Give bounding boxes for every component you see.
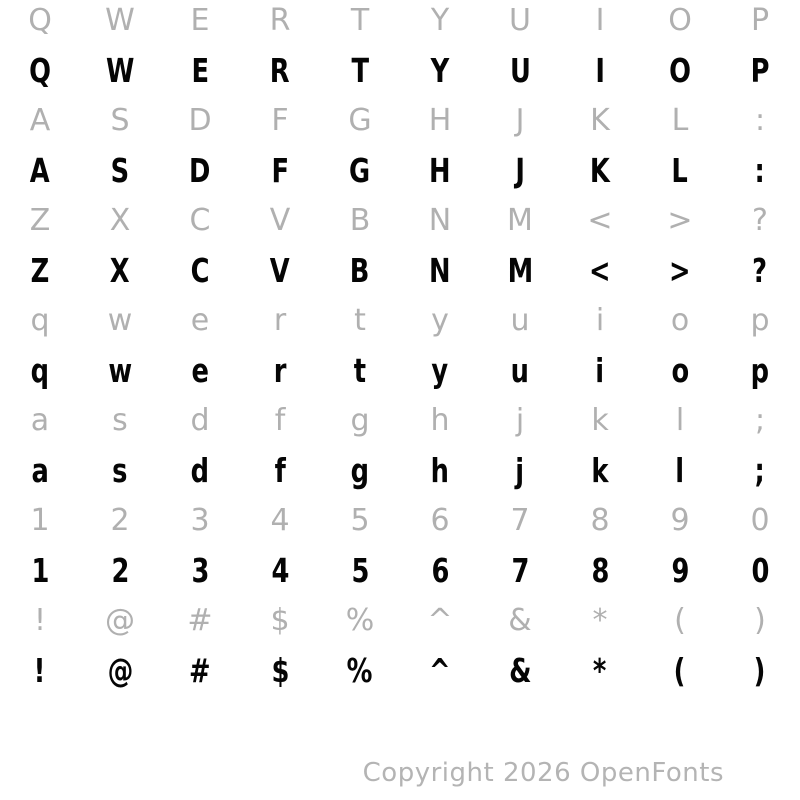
glyph-cell — [720, 596, 800, 646]
specimen-row-bold — [0, 246, 800, 296]
specimen-row-muted — [0, 496, 800, 546]
glyph-cell — [240, 646, 320, 696]
glyph: C — [189, 203, 211, 238]
glyph: s — [112, 403, 128, 438]
glyph-cell — [320, 446, 400, 496]
glyph: K — [590, 151, 610, 190]
glyph-cell — [320, 596, 400, 646]
glyph-cell — [480, 346, 560, 396]
glyph-cell — [160, 246, 240, 296]
glyph-cell — [640, 446, 720, 496]
glyph-cell — [0, 596, 80, 646]
glyph: I — [595, 3, 605, 38]
glyph: & — [508, 603, 532, 638]
glyph: V — [270, 251, 290, 290]
glyph-cell — [240, 96, 320, 146]
glyph: i — [595, 351, 605, 390]
glyph: N — [428, 203, 452, 238]
glyph-cell — [560, 446, 640, 496]
specimen-row-bold — [0, 146, 800, 196]
glyph-cell — [400, 346, 480, 396]
glyph-cell — [80, 496, 160, 546]
glyph-cell — [640, 596, 720, 646]
glyph: T — [351, 51, 369, 90]
glyph: a — [31, 451, 49, 490]
glyph: 3 — [190, 503, 210, 538]
glyph: e — [191, 351, 209, 390]
glyph: R — [269, 3, 291, 38]
glyph: 5 — [350, 503, 370, 538]
glyph-cell — [560, 96, 640, 146]
glyph: 6 — [431, 551, 449, 590]
specimen-row-bold — [0, 546, 800, 596]
glyph-cell — [400, 296, 480, 346]
glyph: O — [669, 51, 691, 90]
glyph-cell — [320, 346, 400, 396]
glyph-cell — [240, 46, 320, 96]
glyph-cell — [480, 96, 560, 146]
glyph-cell — [720, 0, 800, 46]
glyph-cell — [640, 96, 720, 146]
glyph: H — [429, 151, 451, 190]
glyph: ; — [754, 451, 766, 490]
glyph: > — [669, 251, 691, 290]
glyph-cell — [400, 446, 480, 496]
glyph-cell — [0, 96, 80, 146]
glyph-cell — [160, 196, 240, 246]
glyph-cell — [560, 246, 640, 296]
glyph: C — [190, 251, 210, 290]
glyph-cell — [560, 496, 640, 546]
glyph-cell — [720, 546, 800, 596]
glyph-cell — [640, 496, 720, 546]
glyph-cell — [240, 396, 320, 446]
specimen-row-bold — [0, 446, 800, 496]
glyph: i — [595, 303, 605, 338]
glyph-cell — [480, 596, 560, 646]
glyph: E — [191, 51, 209, 90]
glyph-cell — [160, 546, 240, 596]
glyph: D — [188, 103, 212, 138]
glyph: ^ — [429, 651, 451, 690]
glyph: 4 — [270, 503, 290, 538]
glyph: j — [515, 451, 525, 490]
glyph-cell — [80, 546, 160, 596]
glyph: ( — [674, 603, 686, 638]
glyph-cell — [240, 0, 320, 46]
glyph-cell — [400, 146, 480, 196]
glyph-cell — [560, 46, 640, 96]
glyph-cell — [0, 546, 80, 596]
glyph-cell — [720, 396, 800, 446]
glyph: a — [30, 403, 50, 438]
glyph-cell — [480, 0, 560, 46]
glyph-cell — [0, 0, 80, 46]
glyph: l — [675, 451, 685, 490]
glyph: ? — [752, 203, 768, 238]
glyph: 2 — [111, 551, 129, 590]
glyph: e — [190, 303, 210, 338]
glyph: W — [105, 3, 135, 38]
glyph: E — [190, 3, 210, 38]
glyph-cell — [240, 296, 320, 346]
glyph-cell — [80, 346, 160, 396]
glyph: g — [350, 403, 370, 438]
glyph-cell — [400, 96, 480, 146]
glyph-cell — [160, 446, 240, 496]
glyph: 3 — [191, 551, 209, 590]
glyph: K — [590, 103, 610, 138]
glyph: u — [510, 351, 530, 390]
glyph: R — [270, 51, 290, 90]
glyph: t — [354, 303, 366, 338]
glyph: 9 — [671, 551, 689, 590]
glyph: f — [274, 451, 286, 490]
glyph: Z — [30, 251, 50, 290]
glyph: @ — [105, 603, 135, 638]
glyph: o — [671, 351, 689, 390]
glyph-cell — [160, 96, 240, 146]
glyph: S — [110, 151, 130, 190]
glyph-cell — [160, 646, 240, 696]
glyph-cell — [320, 196, 400, 246]
glyph: p — [750, 303, 770, 338]
glyph: f — [274, 403, 286, 438]
glyph: 8 — [591, 551, 609, 590]
glyph-cell — [480, 446, 560, 496]
glyph: % — [345, 603, 375, 638]
glyph: G — [348, 103, 372, 138]
glyph: h — [430, 451, 450, 490]
glyph-cell — [160, 146, 240, 196]
glyph: < — [589, 251, 611, 290]
glyph: B — [350, 251, 370, 290]
glyph-cell — [160, 496, 240, 546]
glyph-cell — [640, 346, 720, 396]
glyph-cell — [320, 546, 400, 596]
glyph: 0 — [750, 503, 770, 538]
glyph: ) — [754, 651, 766, 690]
specimen-row-bold — [0, 346, 800, 396]
glyph-cell — [480, 546, 560, 596]
glyph-cell — [0, 146, 80, 196]
glyph: H — [428, 103, 452, 138]
glyph: u — [510, 303, 530, 338]
glyph-cell — [320, 496, 400, 546]
glyph-cell — [80, 146, 160, 196]
glyph-cell — [240, 196, 320, 246]
glyph-cell — [640, 646, 720, 696]
glyph: Z — [29, 203, 51, 238]
glyph-cell — [240, 246, 320, 296]
glyph: X — [109, 203, 131, 238]
glyph: Q — [29, 51, 51, 90]
glyph-cell — [240, 346, 320, 396]
glyph: $ — [270, 603, 290, 638]
glyph-cell — [560, 396, 640, 446]
glyph: 2 — [110, 503, 130, 538]
glyph: L — [671, 151, 689, 190]
glyph-cell — [560, 196, 640, 246]
specimen-row-muted — [0, 396, 800, 446]
glyph: 5 — [351, 551, 369, 590]
glyph: g — [350, 451, 370, 490]
glyph-cell — [240, 496, 320, 546]
glyph-cell — [80, 596, 160, 646]
glyph: w — [108, 351, 132, 390]
glyph: : — [754, 103, 766, 138]
glyph: 1 — [31, 551, 49, 590]
glyph-cell — [640, 146, 720, 196]
glyph-cell — [0, 496, 80, 546]
glyph-cell — [320, 296, 400, 346]
glyph: F — [271, 103, 289, 138]
glyph-cell — [560, 546, 640, 596]
glyph-cell — [640, 396, 720, 446]
glyph-cell — [720, 646, 800, 696]
glyph: l — [675, 403, 685, 438]
glyph-cell — [480, 196, 560, 246]
glyph: w — [107, 303, 133, 338]
glyph-cell — [560, 646, 640, 696]
specimen-row-muted — [0, 596, 800, 646]
glyph: Y — [430, 3, 450, 38]
glyph-cell — [480, 496, 560, 546]
glyph-cell — [560, 146, 640, 196]
glyph-cell — [400, 396, 480, 446]
glyph-cell — [160, 46, 240, 96]
glyph: d — [190, 451, 210, 490]
glyph: G — [349, 151, 371, 190]
glyph: q — [30, 303, 50, 338]
glyph: ; — [754, 403, 766, 438]
glyph: M — [507, 251, 533, 290]
glyph: ) — [754, 603, 766, 638]
glyph-cell — [80, 46, 160, 96]
glyph-cell — [640, 196, 720, 246]
glyph-cell — [320, 0, 400, 46]
glyph: D — [189, 151, 211, 190]
glyph: y — [431, 303, 449, 338]
glyph-cell — [240, 446, 320, 496]
glyph-cell — [160, 346, 240, 396]
glyph-cell — [720, 346, 800, 396]
glyph: # — [189, 651, 211, 690]
glyph: k — [591, 451, 609, 490]
glyph: W — [105, 51, 135, 90]
glyph-cell — [0, 646, 80, 696]
glyph-cell — [560, 346, 640, 396]
glyph: 7 — [510, 503, 530, 538]
glyph: U — [509, 3, 531, 38]
specimen-row-bold — [0, 46, 800, 96]
glyph: r — [273, 351, 287, 390]
glyph-cell — [0, 296, 80, 346]
glyph-cell — [80, 0, 160, 46]
glyph-cell — [160, 0, 240, 46]
glyph: L — [671, 103, 689, 138]
glyph-cell — [720, 496, 800, 546]
glyph-cell — [400, 546, 480, 596]
glyph-cell — [720, 196, 800, 246]
glyph: s — [112, 451, 128, 490]
glyph-cell — [720, 246, 800, 296]
glyph-cell — [400, 496, 480, 546]
glyph: M — [507, 203, 533, 238]
glyph: ! — [34, 651, 46, 690]
glyph: @ — [107, 651, 133, 690]
glyph-cell — [80, 446, 160, 496]
glyph-cell — [560, 596, 640, 646]
copyright-text: Copyright 2026 OpenFonts — [362, 758, 724, 788]
glyph: S — [110, 103, 130, 138]
glyph-cell — [480, 246, 560, 296]
glyph: O — [668, 3, 692, 38]
glyph: < — [587, 203, 613, 238]
glyph: 7 — [511, 551, 529, 590]
glyph-cell — [640, 46, 720, 96]
glyph-cell — [320, 396, 400, 446]
glyph-cell — [160, 296, 240, 346]
glyph-cell — [320, 646, 400, 696]
glyph: & — [508, 651, 532, 690]
glyph-cell — [640, 546, 720, 596]
glyph-cell — [720, 296, 800, 346]
glyph-cell — [240, 596, 320, 646]
glyph: F — [271, 151, 289, 190]
glyph-cell — [80, 296, 160, 346]
glyph: j — [515, 403, 525, 438]
glyph-cell — [0, 446, 80, 496]
glyph: ! — [33, 603, 47, 638]
glyph-cell — [400, 0, 480, 46]
glyph: A — [30, 151, 50, 190]
glyph-cell — [80, 246, 160, 296]
glyph: P — [750, 3, 770, 38]
glyph-cell — [320, 146, 400, 196]
glyph: > — [667, 203, 693, 238]
glyph: 8 — [590, 503, 610, 538]
glyph-cell — [240, 546, 320, 596]
glyph: P — [750, 51, 770, 90]
glyph: k — [591, 403, 609, 438]
glyph-cell — [0, 346, 80, 396]
glyph: A — [29, 103, 51, 138]
glyph-cell — [400, 246, 480, 296]
glyph: * — [593, 651, 607, 690]
glyph-cell — [80, 96, 160, 146]
glyph-cell — [160, 396, 240, 446]
glyph: B — [349, 203, 371, 238]
glyph: # — [187, 603, 213, 638]
specimen-row-muted — [0, 296, 800, 346]
glyph: 4 — [271, 551, 289, 590]
glyph-cell — [240, 146, 320, 196]
glyph-cell — [480, 296, 560, 346]
glyph: * — [592, 603, 608, 638]
glyph: J — [515, 151, 525, 190]
glyph-cell — [320, 46, 400, 96]
specimen-row-muted — [0, 0, 800, 46]
specimen-row-bold — [0, 646, 800, 696]
glyph: r — [273, 303, 287, 338]
glyph: I — [595, 51, 605, 90]
glyph-cell — [0, 396, 80, 446]
glyph: y — [431, 351, 449, 390]
glyph-cell — [480, 146, 560, 196]
glyph-cell — [720, 46, 800, 96]
glyph: Y — [430, 51, 450, 90]
glyph: U — [509, 51, 531, 90]
glyph: T — [350, 3, 370, 38]
glyph: N — [429, 251, 451, 290]
glyph-cell — [720, 446, 800, 496]
glyph: X — [110, 251, 130, 290]
glyph: ^ — [427, 603, 453, 638]
glyph-cell — [80, 196, 160, 246]
glyph-cell — [640, 0, 720, 46]
glyph-cell — [560, 296, 640, 346]
glyph-cell — [720, 96, 800, 146]
glyph: $ — [271, 651, 289, 690]
specimen-row-muted — [0, 196, 800, 246]
glyph-cell — [560, 0, 640, 46]
glyph-cell — [80, 646, 160, 696]
glyph-cell — [720, 146, 800, 196]
glyph: J — [515, 103, 525, 138]
glyph: t — [353, 351, 367, 390]
glyph-cell — [160, 596, 240, 646]
glyph-cell — [400, 596, 480, 646]
glyph: q — [30, 351, 50, 390]
glyph-cell — [480, 46, 560, 96]
glyph-cell — [640, 296, 720, 346]
glyph: 1 — [30, 503, 50, 538]
glyph: d — [190, 403, 210, 438]
glyph: ( — [674, 651, 686, 690]
glyph-cell — [480, 396, 560, 446]
glyph: h — [430, 403, 450, 438]
glyph-cell — [0, 246, 80, 296]
glyph-cell — [400, 646, 480, 696]
glyph: : — [754, 151, 766, 190]
glyph: ? — [752, 251, 768, 290]
glyph-cell — [400, 46, 480, 96]
glyph-cell — [0, 46, 80, 96]
specimen-row-muted — [0, 96, 800, 146]
glyph-cell — [480, 646, 560, 696]
glyph: Q — [28, 3, 52, 38]
glyph-cell — [320, 246, 400, 296]
glyph-cell — [320, 96, 400, 146]
glyph: 9 — [670, 503, 690, 538]
glyph: 0 — [751, 551, 769, 590]
glyph-cell — [400, 196, 480, 246]
glyph: o — [670, 303, 690, 338]
glyph: V — [269, 203, 291, 238]
glyph: 6 — [430, 503, 450, 538]
glyph: % — [347, 651, 373, 690]
glyph-cell — [640, 246, 720, 296]
glyph-cell — [80, 396, 160, 446]
glyph: p — [750, 351, 770, 390]
glyph-cell — [0, 196, 80, 246]
